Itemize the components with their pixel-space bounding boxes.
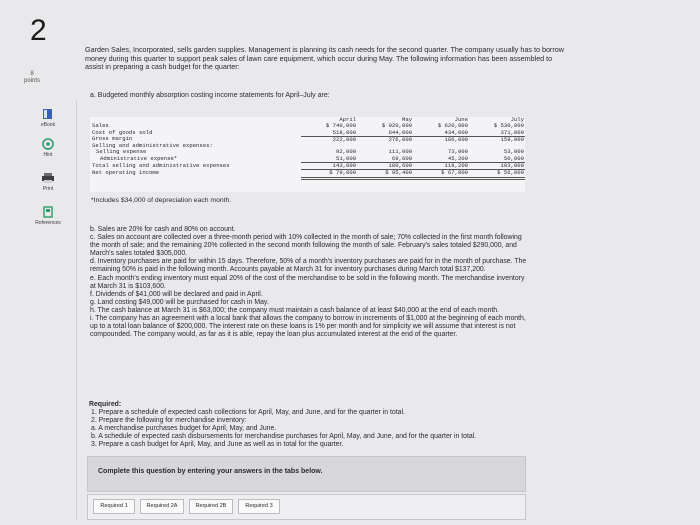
table-cell: 118,200 [413,163,469,170]
table-cell: $ 620,000 [437,122,469,130]
assumptions-list [90,226,530,339]
table-cell: 518,000 [301,130,357,137]
table-cell: 45,200 [413,156,469,163]
table-cell: $ 95,400 [357,170,413,178]
col-header-may: May [402,116,413,123]
hint-icon [41,138,55,150]
sidebar-hint[interactable] [28,138,68,158]
sidebar-divider [76,100,77,520]
table-cell: $ 56,000 [469,170,525,178]
tab-required-3[interactable]: Required 3 [238,499,280,514]
list-item: c. Sales on account are collected over a three-month period with 10% collected in the month of sale; 70% collected in the first month following the month of sale; and the remaining 20% collected in the second month following the month of sale. February's sales totaled $290,000, and March's sales totaled $305,000. [90,234,522,258]
table-cell: $ 79,000 [301,170,357,178]
table-cell: 159,000 [500,135,524,143]
table-row [90,170,525,178]
table-cell: 434,000 [413,130,469,137]
points-indicator [24,71,40,85]
table-cell: 69,600 [357,156,413,163]
required-line: b. A schedule of expected cash disbursements for merchandise purchases for April, May, and June, and for the quarter in total. [91,433,477,441]
required-line: 3. Prepare a cash budget for April, May, and June as well as in total for the quarter. [91,441,344,449]
table-cell: 143,000 [301,163,357,170]
table-cell: 111,000 [388,148,413,156]
ebook-icon [41,108,55,120]
sidebar-ebook[interactable] [28,108,68,128]
sidebar-ebook-label: eBook [40,122,56,128]
list-item: h. The cash balance at March 31 is $63,000; the company must maintain a cash balance of at least $40,000 at the end of each month. [90,306,499,314]
row-label: Administrative expense* [100,154,178,162]
tab-required-1[interactable]: Required 1 [93,499,135,514]
problem-intro: Garden Sales, Incorporated, sells garden supplies. Management is planning its cash needs for the second quarter. The company usually has to borrow money during this quarter to support peak sales of lawn care equipment, which occur during May. The following information has been assembled to assist in preparing a cash budget for the quarter: [85,45,564,72]
instruction-banner [87,456,526,492]
table-cell: 276,000 [388,135,413,143]
required-heading: Required: [89,401,122,408]
row-label: Sales [92,122,109,130]
part-a-label: a. Budgeted monthly absorption costing income statements for April–July are: [90,92,330,99]
col-header-april: April [339,116,357,123]
answer-tabs [87,494,526,520]
required-line: a. A merchandise purchases budget for April, May, and June. [91,425,277,433]
sidebar-print[interactable] [28,172,68,192]
tab-required-2a[interactable]: Required 2A [140,499,184,514]
sidebar-references-label: References [35,220,61,226]
points-value: 8 [30,71,34,77]
row-label: Total selling and administrative expenses [92,161,230,169]
required-section [89,401,549,450]
instruction-text: Complete this question by entering your answers in the tabs below. [98,468,323,475]
required-line: 1. Prepare a schedule of expected cash collections for April, May, and June, and for the quarter in total. [91,409,405,417]
col-header-june: June [454,116,469,123]
row-label: Selling and administrative expenses: [92,142,213,150]
question-number: 2 [30,14,47,47]
list-item: f. Dividends of $41,000 will be declared and paid in April. [90,290,263,298]
table-cell: 644,000 [357,130,413,137]
row-label: Cost of goods sold [92,128,153,136]
table-cell: 50,000 [469,156,525,163]
table-cell: 103,000 [469,163,525,170]
tab-required-2b[interactable]: Required 2B [189,499,233,514]
col-header-july: July [510,116,524,123]
table-cell: $ 740,000 [325,122,357,130]
row-label: Gross margin [92,135,133,143]
row-label: Selling expense [96,148,147,156]
row-label: Net operating income [92,168,160,176]
sidebar-print-label: Print [42,186,54,192]
table-cell: 222,000 [332,135,357,143]
list-item: i. The company has an agreement with a local bank that allows the company to borrow in increments of $1,000 at the beginning of each month, up to a total loan balance of $200,000. The interest rate on these loans is 1% per month and for simplicity we will assume that interest is not compounded. The company would, as far as it is able, repay the loan plus accumulated interest at the end of the quarter. [90,315,526,339]
table-cell: 73,000 [447,148,469,156]
list-item: d. Inventory purchases are paid for within 15 days. Therefore, 50% of a month's inventory purchases are paid for in the month of purchase. The remaining 50% is paid in the following month. Accounts payable at March 31 for inventory purchases during March total $137,200. [90,258,527,274]
list-item: e. Each month's ending inventory must equal 20% of the cost of the merchandise to be sold in the following month. The merchandise inventory at March 31 is $103,600. [90,274,525,290]
table-cell: 53,000 [503,148,524,156]
references-icon [41,206,55,218]
list-item: b. Sales are 20% for cash and 80% on account. [90,226,236,233]
table-cell: $ 920,000 [381,122,413,130]
table-cell: 180,600 [357,163,413,170]
table-cell: 186,000 [444,135,469,143]
sidebar-hint-label: Hint [43,152,53,158]
print-icon [41,172,55,184]
table-cell: 92,000 [335,148,357,156]
table-cell: 371,000 [469,130,525,137]
sidebar-references[interactable] [28,206,68,226]
list-item: g. Land costing $49,000 will be purchased for cash in May. [90,298,269,306]
table-cell: 51,000 [301,156,357,163]
required-line: 2. Prepare the following for merchandise inventory: [91,417,247,425]
points-label: points [24,78,41,84]
depreciation-footnote: *Includes $34,000 of depreciation each month. [91,197,232,204]
table-cell: $ 530,000 [493,122,524,130]
table-cell: $ 67,800 [413,170,469,178]
income-statement-table [90,117,525,192]
